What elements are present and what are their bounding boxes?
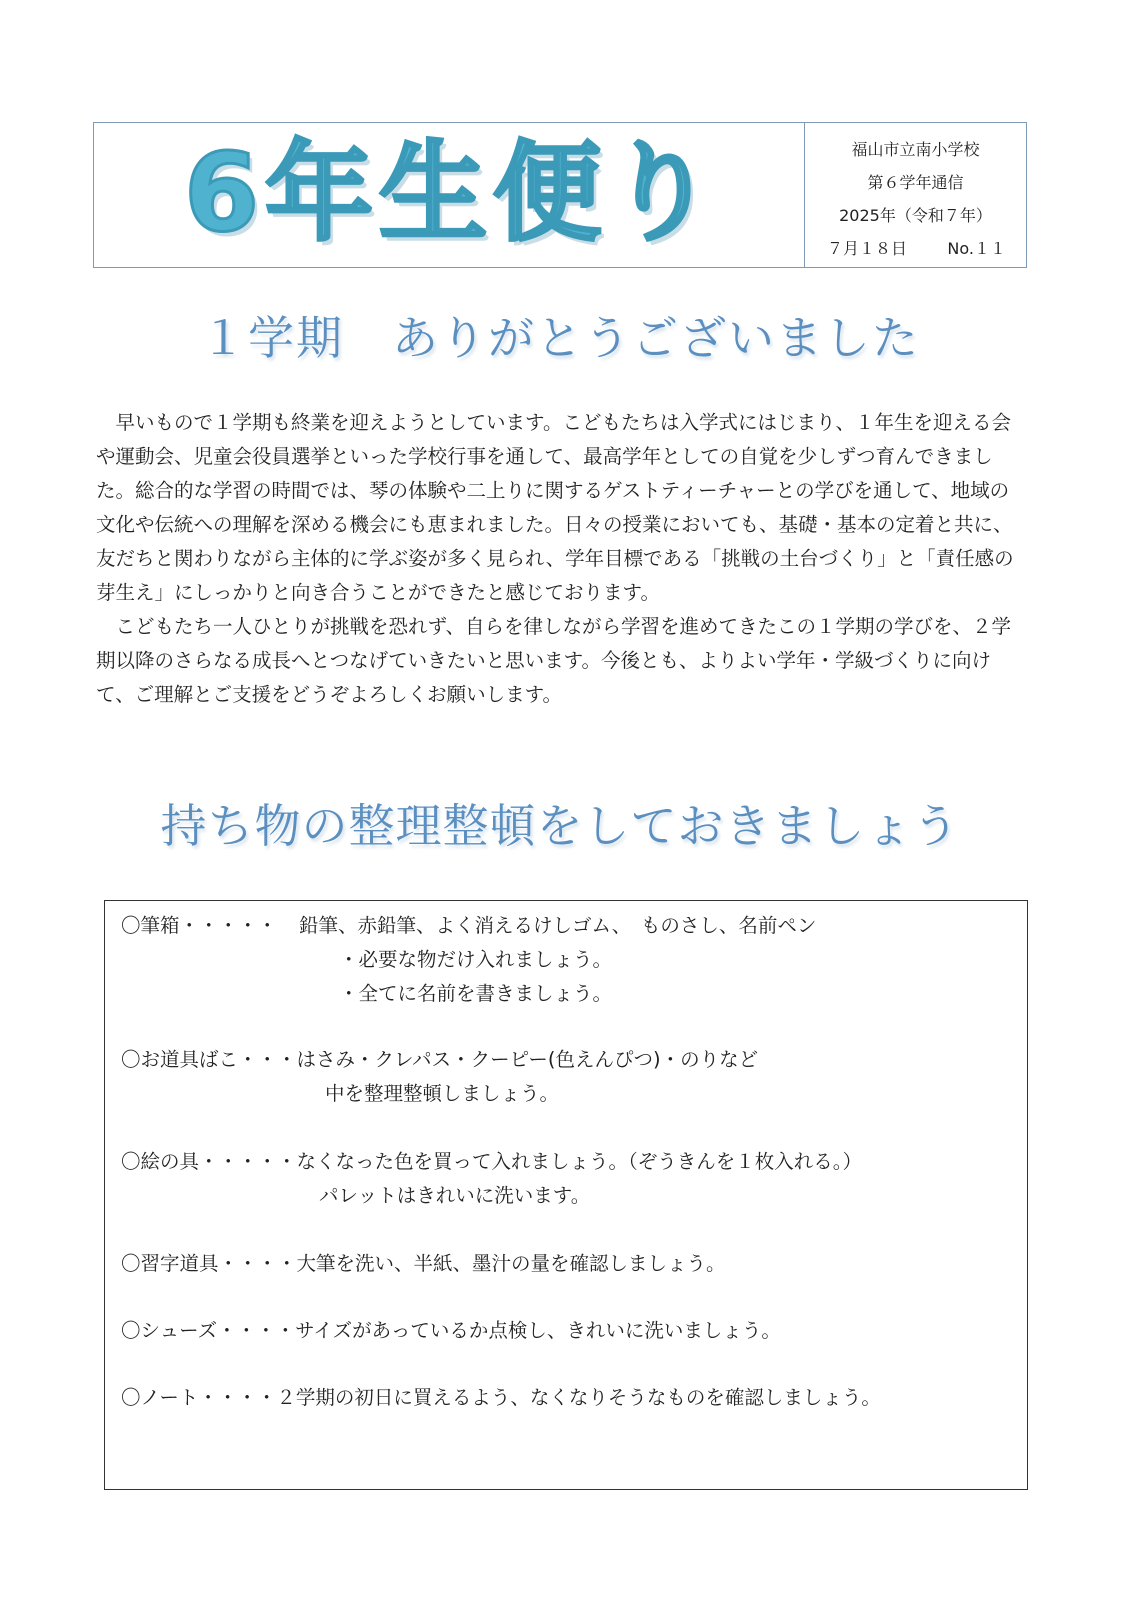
item-sub: 中を整理整頓しましょう。 xyxy=(325,1082,560,1105)
item-label: 〇シューズ・・・・ xyxy=(121,1319,296,1342)
item-label: 〇習字道具・・・・ xyxy=(121,1252,297,1275)
newsletter-title: 6年生便り xyxy=(184,131,722,256)
issue-year: 2025年（令和７年） xyxy=(839,206,992,225)
newsletter-header xyxy=(93,122,1027,268)
school-name: 福山市立南小学校 xyxy=(851,140,980,159)
thanks-paragraph-1: 早いもので１学期も終業を迎えようとしています。こどもたちは入学式にはじまり、１年生を迎える会や運動会、児童会役員選挙といった学校行事を通して、最高学年としての自覚を少しずつ育んできました。総合的な学習の時間では、琴の体験や二上りに関するゲストティーチャーとの学びを通して、地域の文化や伝統への理解を深める機会にも恵まれました。日々の授業においても、基礎・基本の定着と共に、友だちと関わりながら主体的に学ぶ姿が多く見られ、学年目標である「挑戦の土台づくり」と「責任感の芽生え」にしっかりと向き合うことができたと感じております。 xyxy=(96,411,1014,604)
thanks-body xyxy=(96,406,1026,712)
title-cell xyxy=(94,123,805,267)
section-heading-belongings: 持ち物の整理整頓をしておきましょう xyxy=(160,799,960,853)
list-item-calligraphy xyxy=(121,1247,726,1281)
list-item-paints xyxy=(121,1145,862,1213)
issue-number: No.１１ xyxy=(947,239,1006,258)
thanks-paragraph-2: こどもたち一人ひとりが挑戦を恐れず、自らを律しながら学習を進めてきたこの１学期の学びを、２学期以降のさらなる成長へとつなげていきたいと思います。今後とも、よりよい学年・学級づくりに向けて、ご理解とご支援をどうぞよろしくお願いします。 xyxy=(96,615,1011,706)
issue-date: ７月１８日 xyxy=(827,239,908,258)
item-sub: ・全てに名前を書きましょう。 xyxy=(339,982,613,1005)
list-item-shoes xyxy=(121,1314,781,1348)
item-text: ２学期の初日に買えるよう、なくなりそうなものを確認しましょう。 xyxy=(276,1386,881,1409)
list-item-pencil-case xyxy=(121,909,816,1011)
list-item-notebook xyxy=(121,1381,881,1415)
item-label: 〇絵の具・・・・・ xyxy=(121,1150,297,1173)
belongings-box xyxy=(104,900,1028,1490)
item-text: はさみ・クレパス・クーピー(色えんぴつ)・のりなど xyxy=(296,1048,759,1071)
item-text: サイズがあっているか点検し、きれいに洗いましょう。 xyxy=(295,1319,781,1342)
item-label: 〇お道具ばこ・・・ xyxy=(121,1048,297,1071)
section-heading-thanks: １学期 ありがとうございました xyxy=(200,311,920,365)
item-sub: ・必要な物だけ入れましょう。 xyxy=(339,948,613,971)
header-info xyxy=(805,123,1026,267)
newsletter-name: 第６学年通信 xyxy=(867,173,964,192)
item-sub: パレットはきれいに洗います。 xyxy=(319,1184,591,1207)
item-label: 〇ノート・・・・ xyxy=(121,1386,277,1409)
item-text: 鉛筆、赤鉛筆、よく消えるけしゴム、 ものさし、名前ペン xyxy=(299,914,817,937)
item-text: 大筆を洗い、半紙、墨汁の量を確認しましょう。 xyxy=(296,1252,726,1275)
list-item-tool-box xyxy=(121,1043,758,1111)
item-text: なくなった色を買って入れましょう。（ぞうきんを１枚入れる。） xyxy=(296,1150,863,1173)
date-number-row xyxy=(805,232,1026,265)
item-label: 〇筆箱・・・・・ xyxy=(121,914,278,937)
